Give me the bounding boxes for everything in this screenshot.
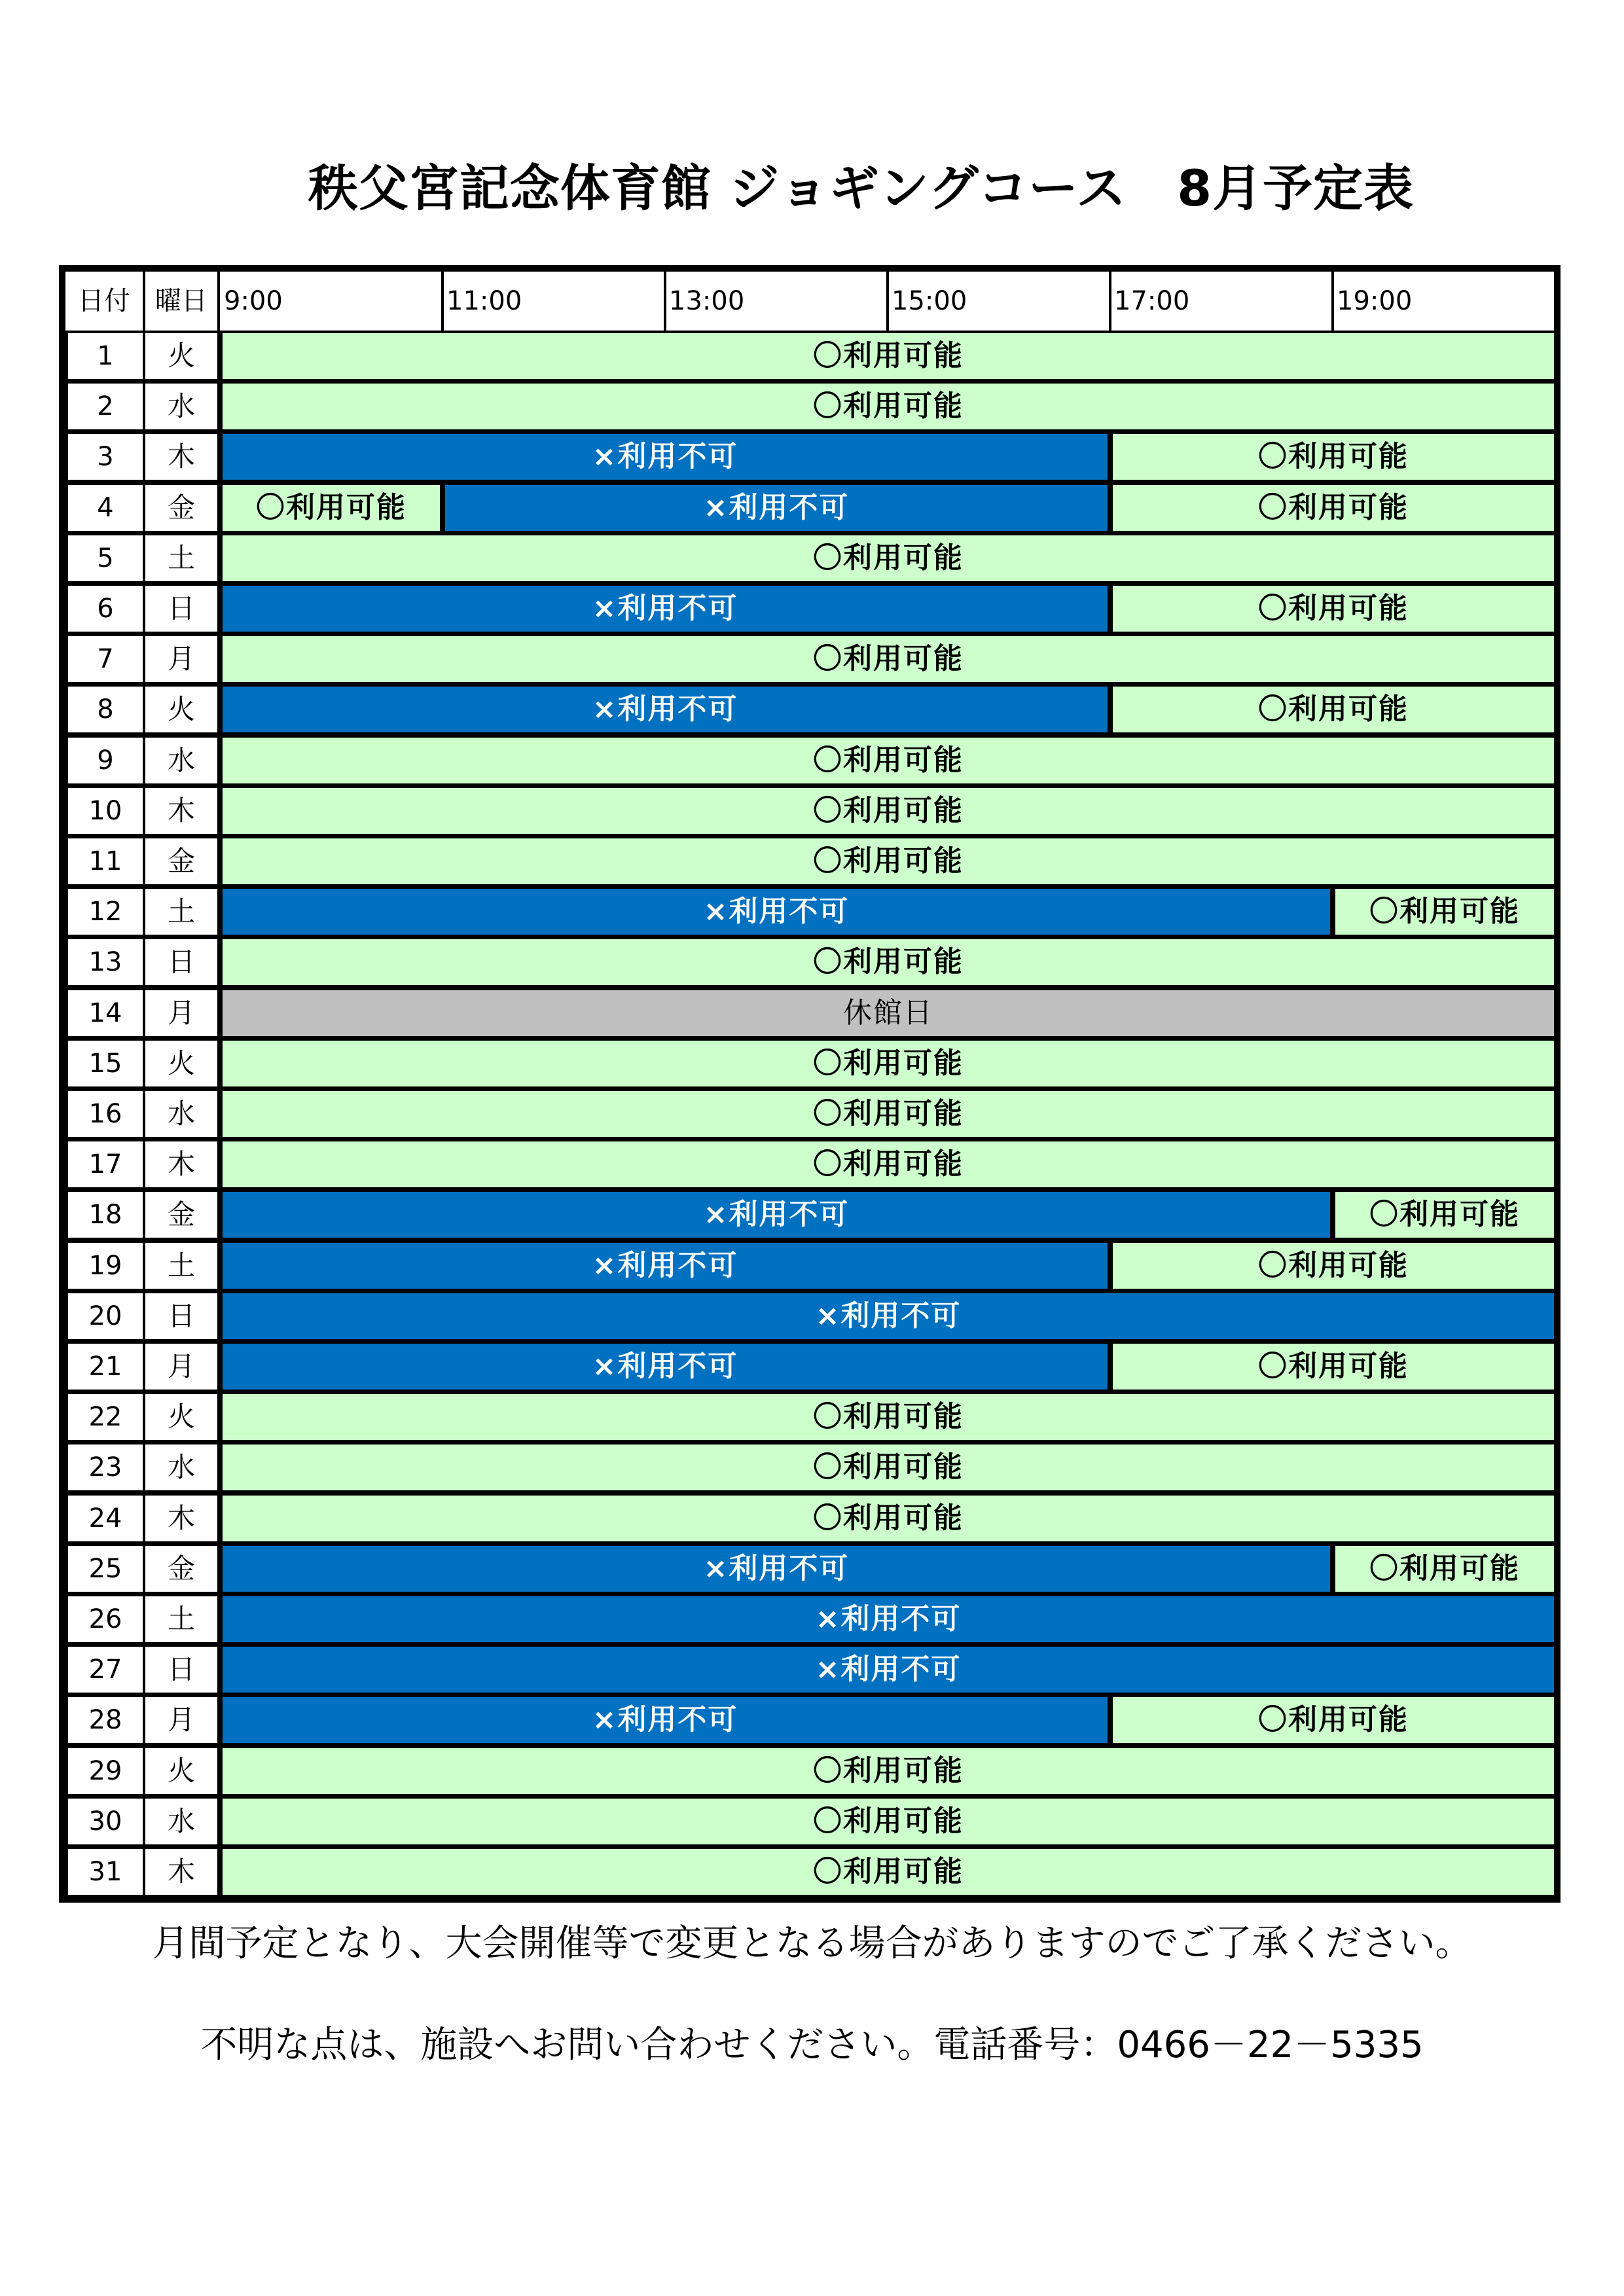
header-weekday: 曜日	[145, 272, 217, 331]
schedule-available-segment: 〇利用可能	[223, 1444, 1554, 1490]
day-number: 31	[68, 1849, 143, 1895]
weekday-cell: 土	[145, 1596, 217, 1642]
header-divider	[1331, 272, 1334, 331]
day-number: 9	[68, 738, 143, 783]
day-number: 1	[68, 333, 143, 379]
day-number: 27	[68, 1647, 143, 1693]
schedule-available-segment: 〇利用可能	[223, 1496, 1554, 1541]
schedule-available-segment: 〇利用可能	[1113, 485, 1554, 531]
header-divider	[1109, 272, 1111, 331]
weekday-cell: 日	[145, 586, 217, 632]
schedule-available-segment: 〇利用可能	[1113, 687, 1554, 732]
page-title: 秩父宮記念体育館 ジョギングコース 8月予定表	[308, 159, 1415, 217]
weekday-cell: 水	[145, 738, 217, 783]
weekday-cell: 木	[145, 1141, 217, 1187]
schedule-unavailable-segment: ×利用不可	[223, 1192, 1330, 1238]
schedule-unavailable-segment: ×利用不可	[223, 1546, 1330, 1592]
schedule-available-segment: 〇利用可能	[223, 1849, 1554, 1895]
day-number: 16	[68, 1091, 143, 1137]
day-number: 20	[68, 1293, 143, 1339]
header-time-slot: 9:00	[220, 272, 436, 331]
note-contact: 不明な点は、施設へお問い合わせください。電話番号：0466－22－5335	[200, 2024, 1424, 2066]
day-number: 13	[68, 939, 143, 985]
weekday-cell: 水	[145, 1444, 217, 1490]
schedule-unavailable-segment: ×利用不可	[223, 586, 1108, 632]
header-divider	[886, 272, 889, 331]
schedule-unavailable-segment: ×利用不可	[445, 485, 1108, 531]
header-time-slot: 19:00	[1333, 272, 1554, 331]
day-number: 26	[68, 1596, 143, 1642]
schedule-available-segment: 〇利用可能	[223, 535, 1554, 581]
schedule-available-segment: 〇利用可能	[223, 333, 1554, 379]
schedule-unavailable-segment: ×利用不可	[223, 1697, 1108, 1743]
day-number: 14	[68, 990, 143, 1036]
weekday-cell: 月	[145, 1697, 217, 1743]
schedule-unavailable-segment: ×利用不可	[223, 1596, 1554, 1642]
schedule-available-segment: 〇利用可能	[223, 1041, 1554, 1086]
schedule-available-segment: 〇利用可能	[223, 1799, 1554, 1844]
weekday-cell: 日	[145, 1293, 217, 1339]
day-number: 17	[68, 1141, 143, 1187]
day-number: 30	[68, 1799, 143, 1844]
header-divider	[441, 272, 444, 331]
day-number: 5	[68, 535, 143, 581]
weekday-cell: 土	[145, 535, 217, 581]
weekday-cell: 金	[145, 1192, 217, 1238]
schedule-available-segment: 〇利用可能	[223, 738, 1554, 783]
weekday-cell: 月	[145, 636, 217, 682]
day-number: 15	[68, 1041, 143, 1086]
weekday-cell: 月	[145, 990, 217, 1036]
day-number: 12	[68, 889, 143, 935]
schedule-available-segment: 〇利用可能	[1335, 1192, 1554, 1238]
header-time-slot: 17:00	[1110, 272, 1326, 331]
weekday-cell: 木	[145, 1496, 217, 1541]
header-time-slot: 13:00	[665, 272, 881, 331]
schedule-available-segment: 〇利用可能	[1113, 434, 1554, 480]
schedule-closed-segment: 休館日	[223, 990, 1554, 1036]
weekday-cell: 金	[145, 1546, 217, 1592]
day-number: 10	[68, 788, 143, 834]
schedule-available-segment: 〇利用可能	[223, 636, 1554, 682]
weekday-cell: 土	[145, 1243, 217, 1289]
day-number: 6	[68, 586, 143, 632]
day-number: 7	[68, 636, 143, 682]
day-number: 2	[68, 384, 143, 429]
weekday-cell: 火	[145, 333, 217, 379]
schedule-available-segment: 〇利用可能	[1113, 586, 1554, 632]
schedule-available-segment: 〇利用可能	[1113, 1243, 1554, 1289]
schedule-unavailable-segment: ×利用不可	[223, 687, 1108, 732]
schedule-available-segment: 〇利用可能	[223, 1748, 1554, 1794]
schedule-unavailable-segment: ×利用不可	[223, 1647, 1554, 1693]
weekday-cell: 水	[145, 1799, 217, 1844]
header-divider	[664, 272, 666, 331]
weekday-cell: 火	[145, 1041, 217, 1086]
header-time-slot: 15:00	[888, 272, 1104, 331]
weekday-cell: 火	[145, 687, 217, 732]
day-number: 8	[68, 687, 143, 732]
weekday-cell: 日	[145, 1647, 217, 1693]
schedule-available-segment: 〇利用可能	[223, 1394, 1554, 1440]
day-number: 3	[68, 434, 143, 480]
schedule-unavailable-segment: ×利用不可	[223, 434, 1108, 480]
schedule-available-segment: 〇利用可能	[1113, 1344, 1554, 1390]
schedule-available-segment: 〇利用可能	[223, 939, 1554, 985]
weekday-cell: 火	[145, 1748, 217, 1794]
weekday-cell: 月	[145, 1344, 217, 1390]
day-number: 23	[68, 1444, 143, 1490]
day-number: 28	[68, 1697, 143, 1743]
weekday-cell: 水	[145, 1091, 217, 1137]
header-time-slot: 11:00	[442, 272, 659, 331]
day-number: 11	[68, 838, 143, 884]
schedule-available-segment: 〇利用可能	[223, 838, 1554, 884]
schedule-available-segment: 〇利用可能	[223, 1141, 1554, 1187]
schedule-unavailable-segment: ×利用不可	[223, 1293, 1554, 1339]
header-date: 日付	[65, 272, 143, 331]
schedule-available-segment: 〇利用可能	[1113, 1697, 1554, 1743]
weekday-cell: 金	[145, 838, 217, 884]
note-schedule-change: 月間予定となり、大会開催等で変更となる場合がありますのでご了承ください。	[152, 1922, 1472, 1965]
schedule-unavailable-segment: ×利用不可	[223, 1243, 1108, 1289]
weekday-cell: 土	[145, 889, 217, 935]
weekday-cell: 木	[145, 1849, 217, 1895]
weekday-cell: 金	[145, 485, 217, 531]
day-number: 29	[68, 1748, 143, 1794]
schedule-available-segment: 〇利用可能	[223, 788, 1554, 834]
weekday-cell: 水	[145, 384, 217, 429]
schedule-table	[59, 265, 1561, 1903]
schedule-available-segment: 〇利用可能	[1335, 1546, 1554, 1592]
weekday-cell: 火	[145, 1394, 217, 1440]
day-number: 21	[68, 1344, 143, 1390]
day-number: 25	[68, 1546, 143, 1592]
day-number: 22	[68, 1394, 143, 1440]
schedule-unavailable-segment: ×利用不可	[223, 1344, 1108, 1390]
day-number: 19	[68, 1243, 143, 1289]
day-number: 18	[68, 1192, 143, 1238]
weekday-cell: 木	[145, 788, 217, 834]
schedule-available-segment: 〇利用可能	[223, 485, 440, 531]
day-number: 4	[68, 485, 143, 531]
schedule-available-segment: 〇利用可能	[223, 384, 1554, 429]
schedule-available-segment: 〇利用可能	[223, 1091, 1554, 1137]
day-number: 24	[68, 1496, 143, 1541]
weekday-cell: 木	[145, 434, 217, 480]
schedule-available-segment: 〇利用可能	[1335, 889, 1554, 935]
schedule-unavailable-segment: ×利用不可	[223, 889, 1330, 935]
weekday-cell: 日	[145, 939, 217, 985]
